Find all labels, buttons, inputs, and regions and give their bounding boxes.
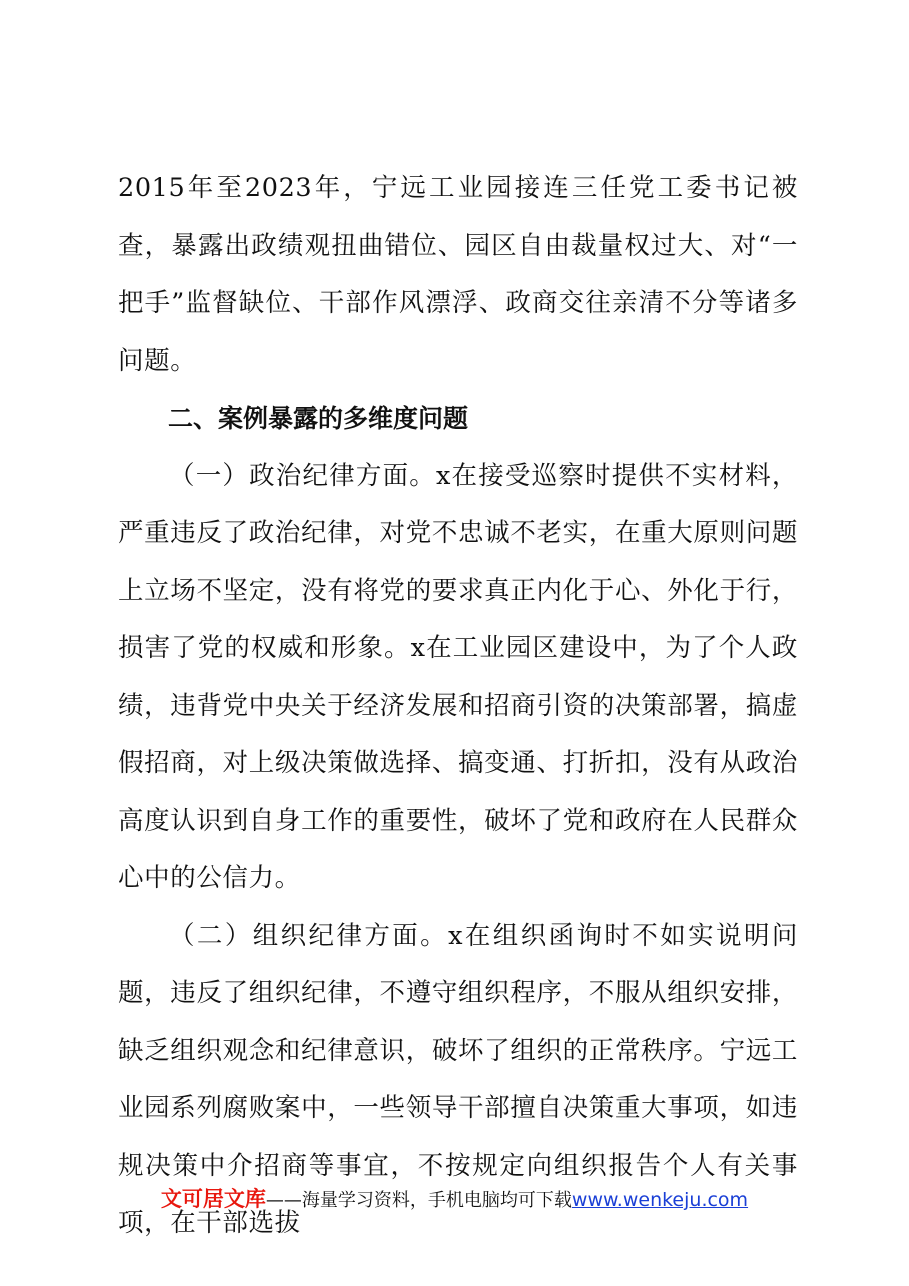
paragraph-organizational-discipline: （二）组织纪律方面。x在组织函询时不如实说明问题，违反了组织纪律，不遵守组织程序，不服从组织安排，缺乏组织观念和纪律意识，破坏了组织的正常秩序。宁远工业园系列腐败案中，一些领导干部擅自决策重大事项，如违规决策中介招商等事宜，不按规定向组织报告个人有关事项，在干部选拔 xyxy=(118,920,798,1238)
paragraph-intro: 2015年至2023年，宁远工业园接连三任党工委书记被查，暴露出政绩观扭曲错位、园区自由裁量权过大、对“一把手”监督缺位、干部作风漂浮、政商交往亲清不分等诸多问题。 xyxy=(118,173,798,376)
paragraph-political-discipline: （一）政治纪律方面。x在接受巡察时提供不实材料，严重违反了政治纪律，对党不忠诚不老实，在重大原则问题上立场不坚定，没有将党的要求真正内化于心、外化于行，损害了党的权威和形象。x在工业园区建设中，为了个人政绩，违背党中央关于经济发展和招商引资的决策部署，搞虚假招商，对上级决策做选择、搞变通、打折扣，没有从政治高度认识到自身工作的重要性，破坏了党和政府在人民群众心中的公信力。 xyxy=(118,460,798,893)
footer-banner xyxy=(0,1183,909,1213)
section-heading: 二、案例暴露的多维度问题 xyxy=(168,404,469,433)
footer-slogan: ——海量学习资料，手机电脑均可下载 xyxy=(265,1190,572,1211)
document-body xyxy=(118,160,798,1253)
footer-brand: 文可居文库 xyxy=(160,1187,266,1211)
footer-url-link[interactable]: www.wenkeju.com xyxy=(571,1189,749,1211)
